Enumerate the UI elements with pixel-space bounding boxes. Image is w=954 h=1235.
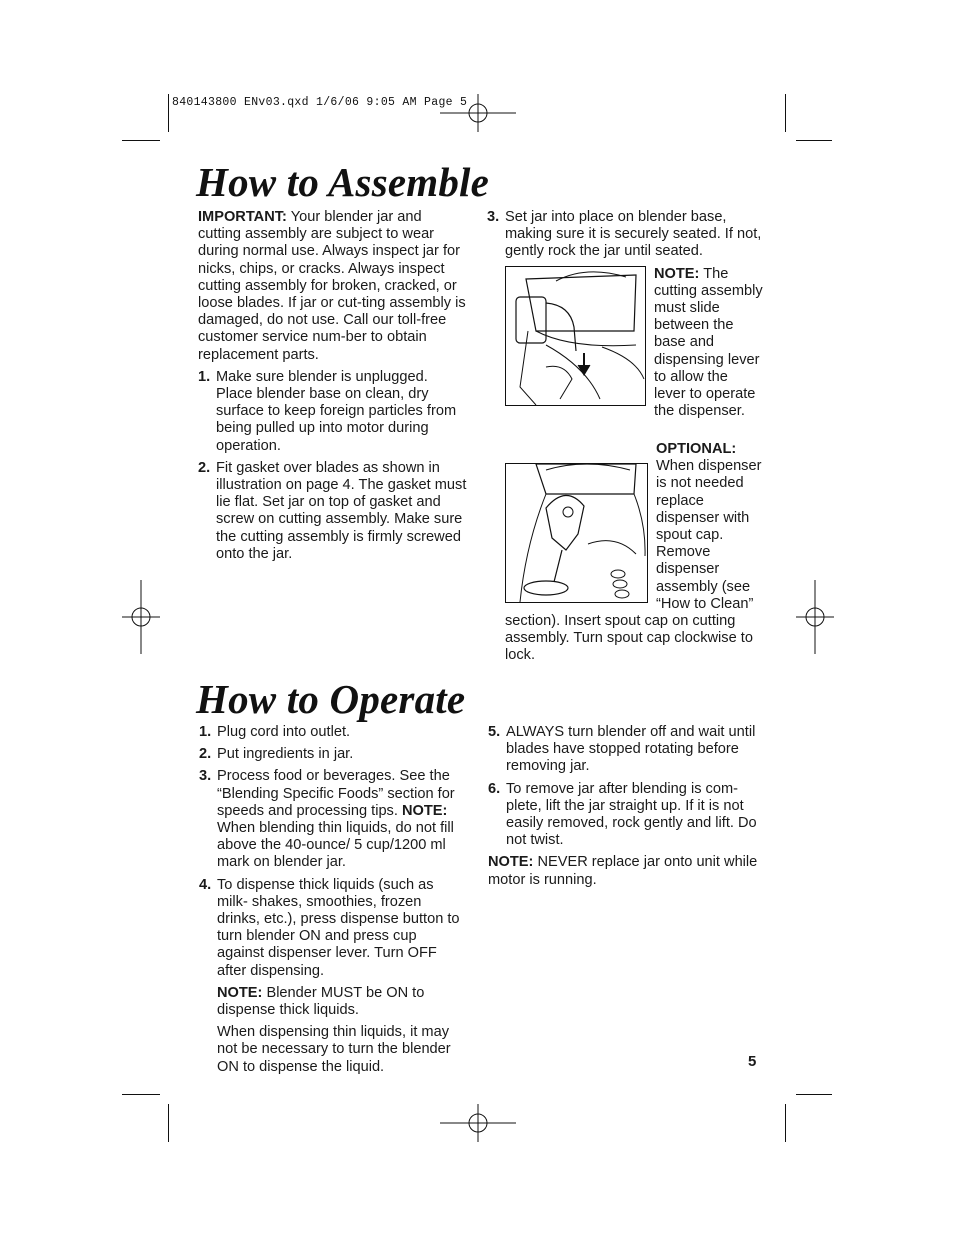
note-block: [487, 266, 763, 421]
operate-title: How to Operate: [196, 676, 466, 722]
note-text: When blending thin liquids, do not fill above the 40-ounce/ 5 cup/1200 ml mark on blender jar.: [217, 820, 454, 871]
note-text: NEVER replace jar onto unit while motor is running.: [488, 854, 758, 888]
assemble-title: How to Assemble: [196, 159, 490, 205]
crop-mark: [796, 1094, 832, 1095]
step-number: 4.: [199, 876, 212, 893]
operate-left-column: [199, 724, 467, 1081]
list-item: [198, 460, 468, 563]
important-label: IMPORTANT:: [198, 209, 287, 225]
step-note: [217, 985, 467, 1019]
spout-cap-illustration-icon: [505, 463, 648, 603]
step-number: 1.: [198, 368, 211, 385]
step-number: 6.: [488, 780, 501, 797]
step-number: 5.: [488, 724, 501, 740]
crop-mark: [122, 140, 160, 141]
step-number: 3.: [199, 768, 212, 785]
step-text: To remove jar after blending is com-plete, lift the jar straight up. If it is not easily removed, rock gently and lift. Do not twist.: [506, 780, 757, 849]
registration-mark-icon: [796, 580, 834, 654]
crop-mark: [796, 140, 832, 141]
assemble-right-column: [487, 209, 763, 426]
list-item: [199, 768, 467, 871]
important-paragraph: [198, 209, 468, 364]
note-label: NOTE:: [654, 265, 700, 282]
optional-paragraph: [505, 441, 767, 665]
list-item: [199, 724, 467, 741]
operate-right-column: [488, 724, 760, 894]
step-number: 1.: [199, 724, 212, 740]
registration-mark-icon: [440, 94, 516, 132]
list-item: [487, 209, 763, 261]
step-number: 3.: [487, 209, 500, 225]
step-number: 2.: [199, 746, 212, 763]
step-text: Set jar into place on blender base, making sure it is securely seated. If not, gently rock the jar until seated.: [505, 209, 762, 260]
note-text: The cutting assembly must slide between the base and dispensing lever to allow the lever to operate the dispenser.: [654, 265, 763, 420]
crop-mark: [168, 94, 169, 132]
crop-mark: [785, 94, 786, 132]
list-item: [199, 877, 467, 1076]
optional-text: When dispenser is not needed replace dispenser with spout cap. Remove dispenser assembly (see “How to Clean” section). Insert spout cap on cutting assembly. Turn spout cap clockwise to lock.: [505, 458, 762, 664]
step-text: Make sure blender is unplugged. Place blender base on clean, dry surface to keep foreign particles from being pulled up into motor during operation.: [216, 368, 457, 454]
step-body: Process food or beverages. See the “Blending Specific Foods” section for speeds and processing tips.: [217, 768, 455, 819]
registration-mark-icon: [440, 1104, 516, 1142]
list-item: [488, 724, 760, 776]
dispenser-lever-illustration-icon: [505, 266, 646, 406]
operate-note: [488, 854, 760, 888]
note-text: Blender MUST be ON to dispense thick liquids.: [217, 984, 425, 1019]
list-item: [199, 746, 467, 763]
page-number: 5: [748, 1053, 757, 1070]
note-label: NOTE:: [217, 984, 263, 1001]
step-text: Plug cord into outlet.: [217, 724, 351, 740]
step-text: Put ingredients in jar.: [217, 746, 354, 763]
step-number: 2.: [198, 459, 211, 476]
print-slug: 840143800 ENv03.qxd 1/6/06 9:05 AM Page 5: [172, 96, 468, 109]
list-item: [198, 369, 468, 455]
crop-mark: [122, 1094, 160, 1095]
important-text: Your blender jar and cutting assembly are subject to wear during normal use. Always inspect jar for nicks, chips, or cracks. Always inspect cutting assembly for broken, cracked, or loose blades. If jar or cut-ting assembly is damaged, do not use. Call our toll-free customer service num-ber to obtain replacement parts.: [198, 209, 466, 363]
step-text: To dispense thick liquids (such as milk- shakes, smoothies, frozen drinks, etc.), press dispense button to turn blender ON and press cup against dispenser lever. Turn OFF after dispensing.: [217, 876, 460, 979]
crop-mark: [785, 1104, 786, 1142]
list-item: [488, 781, 760, 850]
note-label: NOTE:: [401, 802, 448, 819]
note-label: NOTE:: [488, 854, 534, 871]
crop-mark: [168, 1104, 169, 1142]
step-text: ALWAYS turn blender off and wait until blades have stopped rotating before removing jar.: [506, 724, 756, 775]
step-text: [217, 768, 467, 871]
assemble-left-column: [198, 209, 468, 568]
optional-label: OPTIONAL:: [656, 441, 737, 457]
registration-mark-icon: [122, 580, 160, 654]
step-text: Fit gasket over blades as shown in illustration on page 4. The gasket must lie flat. Set jar on top of gasket and screw on cutting assembly. Make sure the cutting assembly is firmly screwed onto the jar.: [216, 459, 467, 562]
step-extra: When dispensing thin liquids, it may not be necessary to turn the blender ON to dispense the liquid.: [217, 1024, 451, 1075]
